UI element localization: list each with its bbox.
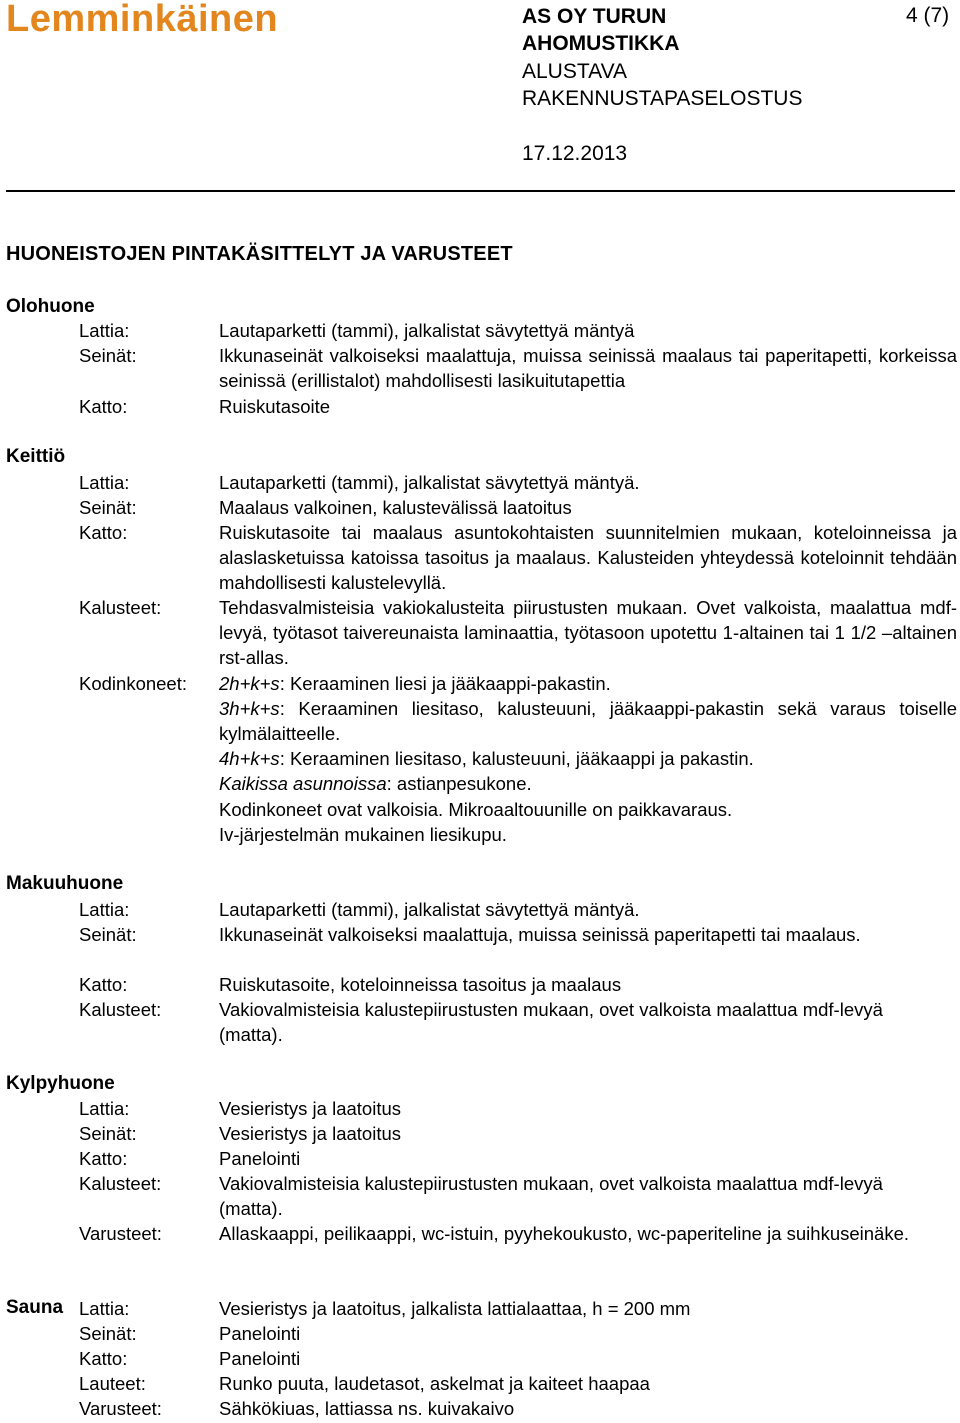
- kylpyhuone-kalusteet-label: Kalusteet:: [79, 1173, 162, 1194]
- all-apartments-label: Kaikissa asunnoissa: [219, 773, 387, 794]
- keittio-katto-label: Katto:: [79, 522, 128, 543]
- section-olohuone: Olohuone: [6, 296, 95, 317]
- kodinkoneet-all-text: : astianpesukone.: [386, 773, 532, 794]
- header-project-line2: AHOMUSTIKKA: [522, 32, 680, 55]
- header-project-line1: AS OY TURUN: [522, 5, 667, 28]
- sauna-lauteet-label: Lauteet:: [79, 1373, 146, 1394]
- sauna-katto-value: Panelointi: [219, 1348, 301, 1369]
- kylpyhuone-lattia-value: Vesieristys ja laatoitus: [219, 1098, 402, 1119]
- kylpyhuone-lattia-label: Lattia:: [79, 1098, 130, 1119]
- section-keittio: Keittiö: [6, 446, 66, 467]
- keittio-lattia-value: Lautaparketti (tammi), jalkalistat sävytettyä mäntyä.: [219, 472, 640, 493]
- section-sauna: Sauna: [6, 1297, 64, 1318]
- header-divider: [6, 190, 955, 192]
- keittio-kodinkoneet-label: Kodinkoneet:: [79, 673, 188, 694]
- keittio-seinat-value: Maalaus valkoinen, kalustevälissä laatoitus: [219, 497, 572, 518]
- olohuone-lattia-label: Lattia:: [79, 320, 130, 341]
- keittio-kodinkoneet-all: [219, 771, 957, 796]
- header-doc-type: RAKENNUSTAPASELOSTUS: [522, 87, 803, 110]
- keittio-kalusteet-label: Kalusteet:: [79, 597, 162, 618]
- document-title: HUONEISTOJEN PINTAKÄSITTELYT JA VARUSTEET: [6, 243, 513, 265]
- makuuhuone-katto-label: Katto:: [79, 974, 128, 995]
- kylpyhuone-seinat-label: Seinät:: [79, 1123, 137, 1144]
- keittio-kodinkoneet-color: Kodinkoneet ovat valkoisia. Mikroaaltouunille on paikkavaraus.: [219, 799, 733, 820]
- apartment-type-4h: 4h+k+s: [219, 748, 280, 769]
- keittio-kalusteet-value: Tehdasvalmisteisia vakiokalusteita piirustusten mukaan. Ovet valkoista, maalattua mdf-levyä, työtasot taivereunaista laminaattia, työtasoon upotettu 1-altainen tai 1 1/2 –altainen rst-allas.: [219, 597, 957, 668]
- olohuone-katto-label: Katto:: [79, 396, 128, 417]
- sauna-varusteet-value: Sähkökiuas, lattiassa ns. kuivakaivo: [219, 1398, 515, 1419]
- kylpyhuone-varusteet-label: Varusteet:: [79, 1223, 162, 1244]
- keittio-kodinkoneet-4h: [219, 746, 957, 771]
- sauna-katto-label: Katto:: [79, 1348, 128, 1369]
- makuuhuone-lattia-value: Lautaparketti (tammi), jalkalistat sävytettyä mäntyä.: [219, 899, 640, 920]
- section-kylpyhuone: Kylpyhuone: [6, 1073, 115, 1094]
- olohuone-seinat-value: Ikkunaseinät valkoiseksi maalattuja, muissa seinissä maalaus tai paperitapetti, korkeissa seinissä (erillistalot) mahdollisesti lasikuitutapettia: [219, 345, 957, 391]
- keittio-lattia-label: Lattia:: [79, 472, 130, 493]
- kodinkoneet-3h-text: : Keraaminen liesitaso, kalusteuuni, jääkaappi-pakastin sekä varaus toiselle kylmälaitteelle.: [219, 698, 957, 744]
- sauna-varusteet-label: Varusteet:: [79, 1398, 162, 1419]
- apartment-type-2h: 2h+k+s: [219, 673, 280, 694]
- kylpyhuone-varusteet-value: Allaskaappi, peilikaappi, wc-istuin, pyyhekoukusto, wc-paperiteline ja suihkuseinäke.: [219, 1223, 910, 1244]
- keittio-katto-value: Ruiskutasoite tai maalaus asuntokohtaisten suunnitelmien mukaan, koteloinneissa ja alaslasketuissa katoissa tasoitus ja maalaus. Kalusteiden yhteydessä koteloinnit tehdään mahdollisesti kalustelevyllä.: [219, 522, 957, 593]
- sauna-lattia-value: Vesieristys ja laatoitus, jalkalista lattialaattaa, h = 200 mm: [219, 1298, 691, 1319]
- kylpyhuone-katto-value: Panelointi: [219, 1148, 301, 1169]
- kodinkoneet-2h-text: : Keraaminen liesi ja jääkaappi-pakastin.: [279, 673, 611, 694]
- kodinkoneet-4h-text: : Keraaminen liesitaso, kalusteuuni, jääkaappi ja pakastin.: [279, 748, 754, 769]
- apartment-type-3h: 3h+k+s: [219, 698, 280, 719]
- makuuhuone-kalusteet-label: Kalusteet:: [79, 999, 162, 1020]
- makuuhuone-kalusteet-value: Vakiovalmisteisia kalustepiirustusten mukaan, ovet valkoista maalattua mdf-levyä (matta).: [219, 999, 883, 1045]
- page-number: 4 (7): [906, 4, 950, 27]
- sauna-seinat-value: Panelointi: [219, 1323, 301, 1344]
- header-date: 17.12.2013: [522, 142, 628, 165]
- makuuhuone-seinat-label: Seinät:: [79, 924, 137, 945]
- makuuhuone-seinat-value: Ikkunaseinät valkoiseksi maalattuja, muissa seinissä paperitapetti tai maalaus.: [219, 924, 861, 945]
- kylpyhuone-seinat-value: Vesieristys ja laatoitus: [219, 1123, 402, 1144]
- sauna-lauteet-value: Runko puuta, laudetasot, askelmat ja kaiteet haapaa: [219, 1373, 650, 1394]
- olohuone-katto-value: Ruiskutasoite: [219, 396, 331, 417]
- company-logo: Lemminkäinen: [6, 0, 279, 40]
- makuuhuone-katto-value: Ruiskutasoite, koteloinneissa tasoitus ja maalaus: [219, 974, 622, 995]
- header-doc-status: ALUSTAVA: [522, 60, 628, 83]
- keittio-kodinkoneet-3h: [219, 696, 957, 746]
- kylpyhuone-katto-label: Katto:: [79, 1148, 128, 1169]
- olohuone-seinat-label: Seinät:: [79, 345, 137, 366]
- makuuhuone-lattia-label: Lattia:: [79, 899, 130, 920]
- section-makuuhuone: Makuuhuone: [6, 873, 124, 894]
- kylpyhuone-kalusteet-value: Vakiovalmisteisia kalustepiirustusten mukaan, ovet valkoista maalattua mdf-levyä (matta).: [219, 1173, 883, 1219]
- keittio-kodinkoneet-hood: Iv-järjestelmän mukainen liesikupu.: [219, 824, 507, 845]
- keittio-seinat-label: Seinät:: [79, 497, 137, 518]
- keittio-kodinkoneet-2h: [219, 671, 957, 696]
- sauna-seinat-label: Seinät:: [79, 1323, 137, 1344]
- olohuone-lattia-value: Lautaparketti (tammi), jalkalistat sävytettyä mäntyä: [219, 320, 635, 341]
- sauna-lattia-label: Lattia:: [79, 1298, 130, 1319]
